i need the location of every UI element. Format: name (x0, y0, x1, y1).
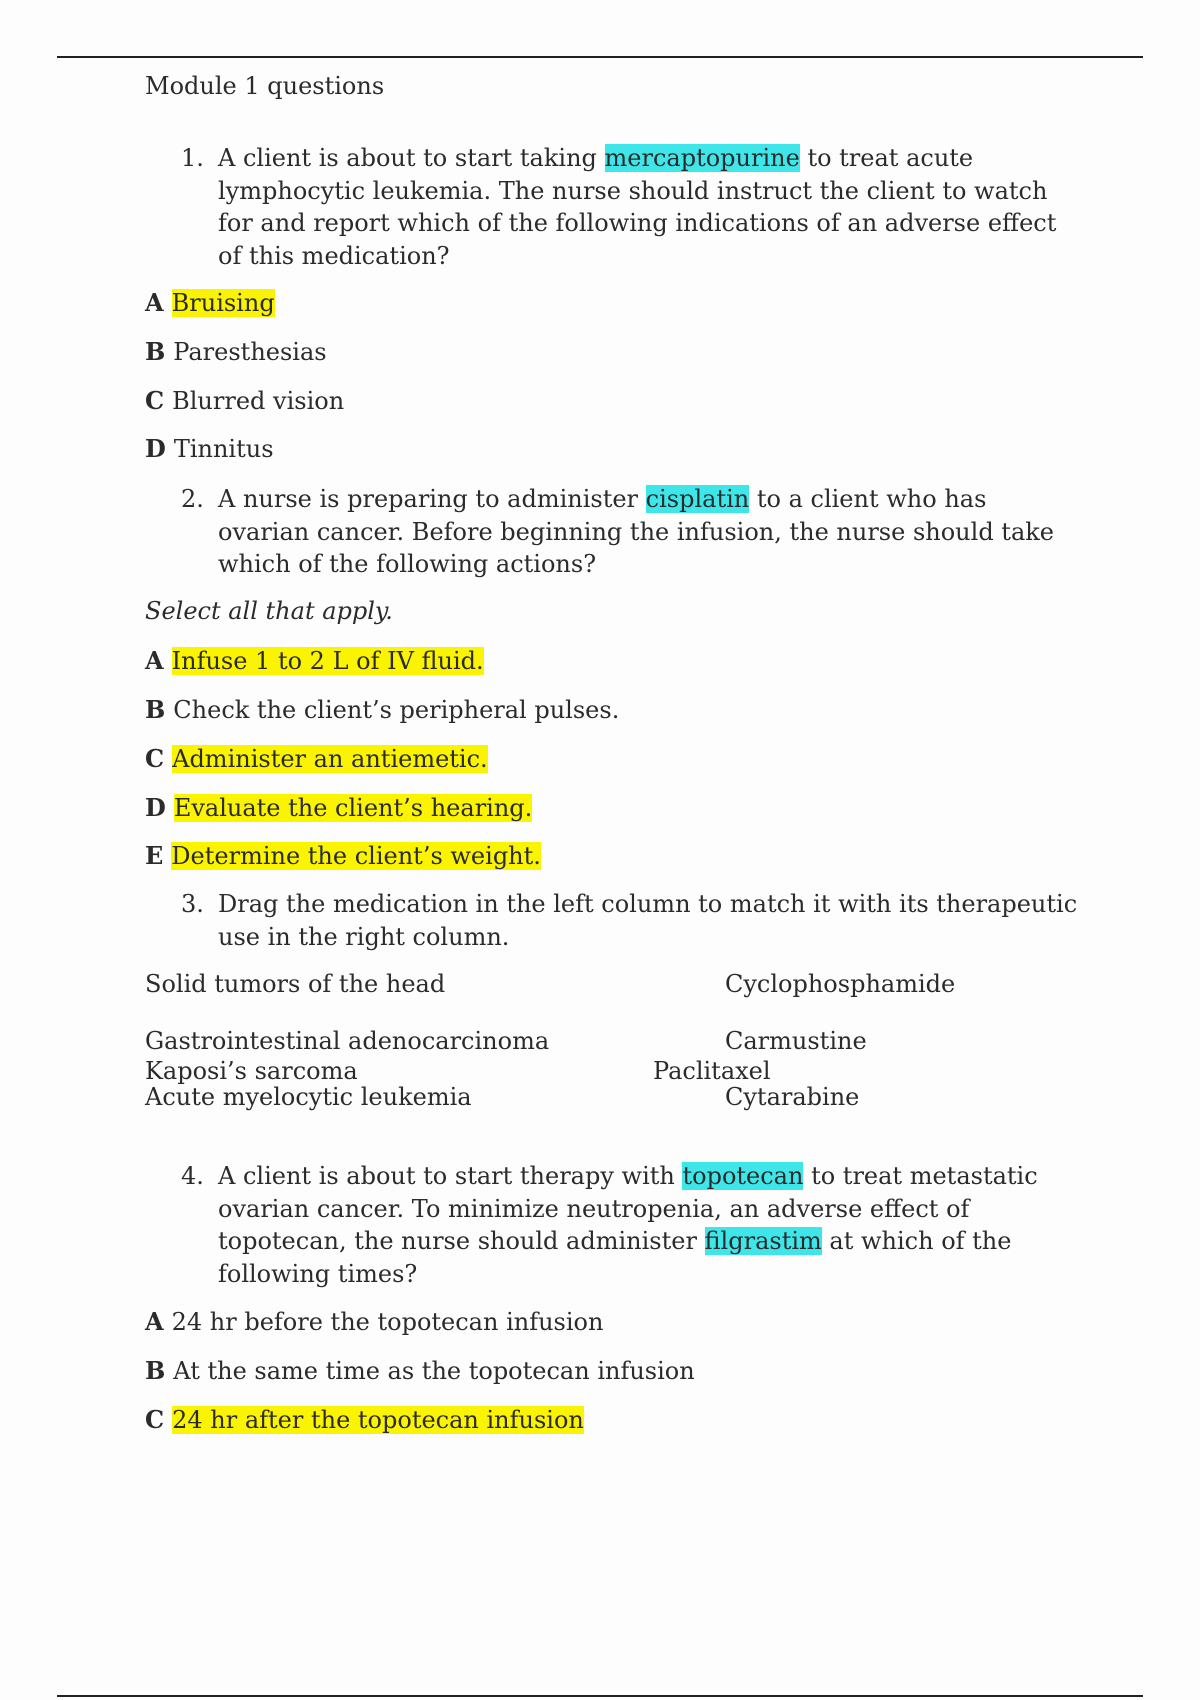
text-segment: A client is about to start taking (218, 144, 605, 172)
question-number: 1. (181, 144, 204, 172)
text-line: which of the following actions? (218, 550, 597, 578)
match-right-item[interactable]: Cytarabine (725, 1083, 860, 1111)
option-letter: B (145, 695, 166, 724)
bottom-rule (57, 1695, 1143, 1697)
top-rule (57, 56, 1143, 58)
drug-highlight: filgrastim (704, 1227, 822, 1255)
option-text: Infuse 1 to 2 L of IV fluid. (171, 647, 484, 675)
question-number: 3. (181, 890, 204, 918)
text-line: ovarian cancer. To minimize neutropenia, an adverse effect of (218, 1194, 970, 1223)
option-c[interactable] (145, 744, 488, 773)
match-right-item[interactable]: Carmustine (725, 1027, 867, 1055)
match-left-item[interactable]: Gastrointestinal adenocarcinoma (145, 1027, 550, 1055)
option-a[interactable] (145, 288, 275, 317)
option-letter: D (145, 434, 166, 463)
option-text: 24 hr after the topotecan infusion (172, 1406, 584, 1434)
text-line: following times? (218, 1259, 418, 1288)
match-right-item[interactable]: Paclitaxel (653, 1057, 771, 1085)
option-d[interactable] (145, 793, 532, 822)
option-b[interactable] (145, 337, 327, 366)
option-c[interactable] (145, 1405, 584, 1434)
match-left-item[interactable]: Kaposi’s sarcoma (145, 1057, 358, 1085)
option-letter: B (145, 337, 166, 366)
option-text: Paresthesias (173, 338, 327, 366)
option-e[interactable] (145, 841, 541, 870)
option-letter: B (145, 1356, 166, 1385)
option-letter: C (145, 744, 165, 773)
option-text: At the same time as the topotecan infusion (173, 1357, 695, 1385)
option-a[interactable] (145, 646, 484, 675)
option-letter: A (145, 288, 164, 317)
option-text: Administer an antiemetic. (172, 745, 488, 773)
text-line: of this medication? (218, 241, 450, 270)
text-line: Drag the medication in the left column to match it with its therapeutic (218, 890, 1078, 918)
text-line: use in the right column. (218, 922, 510, 951)
option-text: Check the client’s peripheral pulses. (173, 696, 620, 724)
option-letter: D (145, 793, 166, 822)
text-segment: to treat acute (799, 144, 974, 172)
option-letter: A (145, 1307, 164, 1336)
option-text: Determine the client’s weight. (171, 842, 541, 870)
question-text (218, 483, 1054, 581)
option-c[interactable] (145, 386, 344, 415)
drug-highlight: cisplatin (645, 485, 750, 513)
page-title: Module 1 questions (145, 72, 385, 100)
option-text: Evaluate the client’s hearing. (173, 794, 533, 822)
option-text: 24 hr before the topotecan infusion (171, 1308, 604, 1336)
option-letter: E (145, 841, 164, 870)
text-segment: A client is about to start therapy with (218, 1162, 683, 1190)
option-b[interactable] (145, 1356, 695, 1385)
text-segment: topotecan, the nurse should administer (218, 1227, 705, 1255)
option-d[interactable] (145, 434, 274, 463)
text-segment: to treat metastatic (803, 1162, 1038, 1190)
match-left-item[interactable]: Solid tumors of the head (145, 970, 446, 998)
text-segment: to a client who has (749, 485, 987, 513)
drug-highlight: topotecan (682, 1162, 804, 1190)
text-line: ovarian cancer. Before beginning the infusion, the nurse should take (218, 517, 1055, 546)
option-letter: C (145, 386, 165, 415)
option-text: Bruising (171, 289, 275, 317)
question-text (218, 1160, 1038, 1290)
option-b[interactable] (145, 695, 619, 724)
option-text: Blurred vision (172, 387, 345, 415)
match-left-item[interactable]: Acute myelocytic leukemia (145, 1083, 472, 1111)
option-text: Tinnitus (173, 435, 274, 463)
option-a[interactable] (145, 1307, 603, 1336)
text-segment: at which of the (821, 1227, 1012, 1255)
match-right-item[interactable]: Cyclophosphamide (725, 970, 956, 998)
text-line: for and report which of the following indications of an adverse effect (218, 209, 1057, 237)
text-segment: A nurse is preparing to administer (218, 485, 646, 513)
question-text (218, 142, 1056, 272)
option-letter: A (145, 646, 164, 675)
question-number: 2. (181, 485, 204, 513)
question-number: 4. (181, 1162, 204, 1190)
drug-highlight: mercaptopurine (604, 144, 800, 172)
select-all-instruction: Select all that apply. (145, 597, 393, 625)
option-letter: C (145, 1405, 165, 1434)
text-line: lymphocytic leukemia. The nurse should instruct the client to watch (218, 176, 1048, 205)
question-text (218, 888, 1077, 953)
